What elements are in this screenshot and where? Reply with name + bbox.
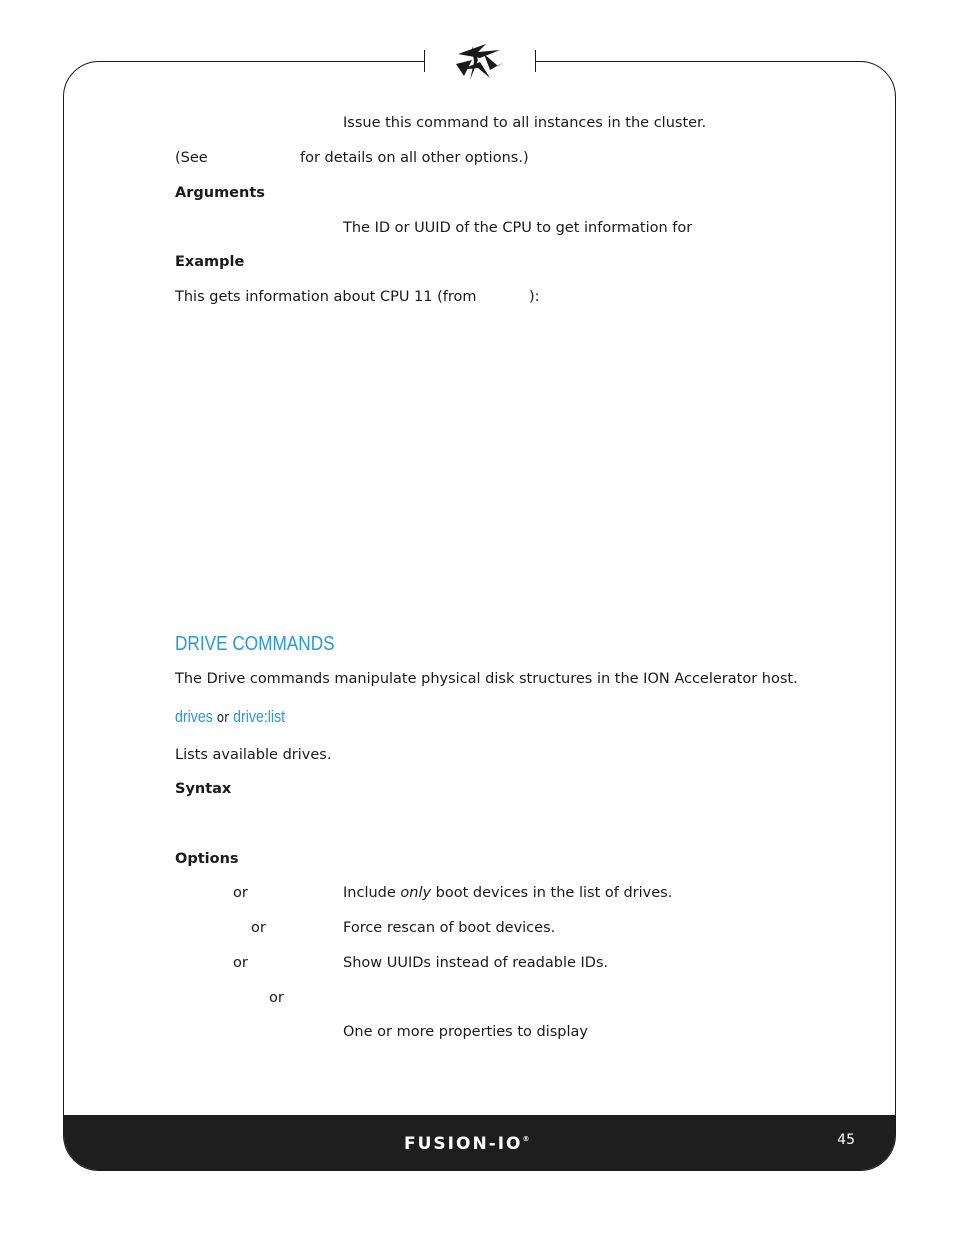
example-text-prefix: This gets information about CPU 11 (from <box>175 289 477 305</box>
option-uuid-or: or <box>233 955 248 971</box>
fusion-io-logo-text: FUSION-IO® <box>404 1134 530 1154</box>
page-number: 45 <box>837 1132 855 1148</box>
cluster-option-desc: Issue this command to all instances in the cluster. <box>343 115 707 131</box>
fusion-io-star-icon <box>450 40 508 86</box>
drive-commands-intro: The Drive commands manipulate physical disk structures in the ION Accelerator host. <box>175 671 798 687</box>
drives-command-desc: Lists available drives. <box>175 747 332 763</box>
see-suffix: for details on all other options.) <box>300 150 529 166</box>
option-rescan-desc: Force rescan of boot devices. <box>343 920 556 936</box>
properties-desc: One or more properties to display <box>343 1024 588 1040</box>
drives-command-heading: drives or drive:list <box>175 708 286 726</box>
header-tick-left <box>424 50 425 72</box>
option-boot-desc: Include only boot devices in the list of drives. <box>343 885 673 901</box>
arguments-heading: Arguments <box>175 185 265 201</box>
header-tick-right <box>535 50 536 72</box>
syntax-heading: Syntax <box>175 781 232 797</box>
example-heading: Example <box>175 254 245 270</box>
option-fourth-or: or <box>269 990 284 1006</box>
page-footer <box>64 1115 895 1170</box>
option-uuid-desc: Show UUIDs instead of readable IDs. <box>343 955 609 971</box>
see-prefix: (See <box>175 150 208 166</box>
option-boot-or: or <box>233 885 248 901</box>
option-rescan-or: or <box>251 920 266 936</box>
options-heading: Options <box>175 851 239 867</box>
cpu-id-desc: The ID or UUID of the CPU to get information for <box>343 220 693 236</box>
drive-commands-heading: DRIVE COMMANDS <box>175 633 335 655</box>
example-text-suffix: ): <box>529 289 540 305</box>
